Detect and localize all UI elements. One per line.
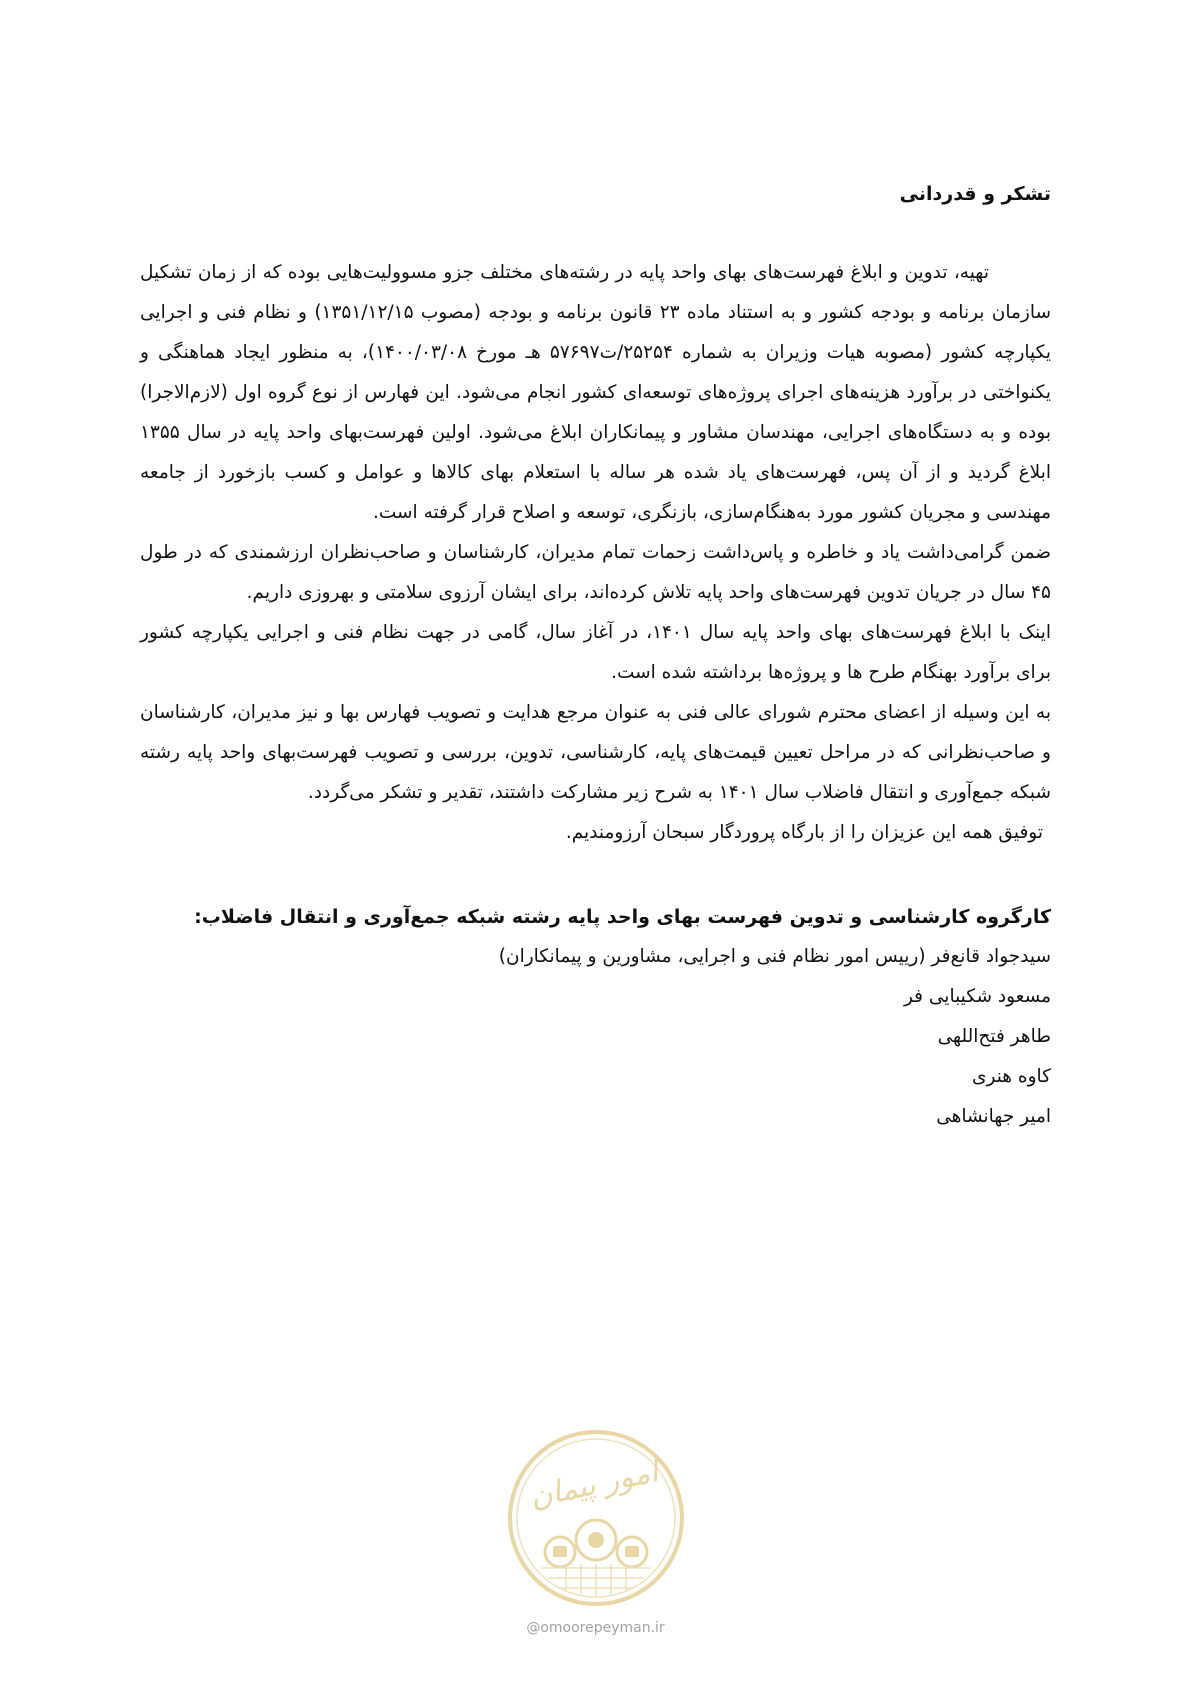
paragraph-intro: تهیه، تدوین و ابلاغ فهرست‌های بهای واحد پایه در رشته‌های مختلف جزو مسوولیت‌هایی بوده که از زمان تشکیل سازمان برنامه و بودجه کشور و به استناد ماده ۲۳ قانون برنامه و بودجه (مصوب ۱۳۵۱/۱۲/۱۵) و نظام فنی و اجرایی یکپارچه کشور (مصوبه هیات وزیران به شماره ۲۵۲۵۴/ت۵۷۶۹۷ هـ مورخ ۱۴۰۰/۰۳/۰۸)، به منظور ایجاد هماهنگی و یکنواختی در برآورد هزینه‌های اجرای پروژه‌های توسعه‌ای کشور انجام می‌شود. این فهارس از نوع گروه اول (لازم‌الاجرا) بوده و به دستگاه‌های اجرایی، مهندسان مشاور و پیمانکاران ابلاغ می‌شود. اولین فهرست‌بهای واحد پایه در سال ۱۳۵۵ ابلاغ گردید و از آن پس، فهرست‌های یاد شده هر ساله با استعلام بهای کالاها و عوامل و کسب بازخورد از جامعه مهندسی و مجریان کشور مورد به‌هنگام‌سازی، بازنگری، توسعه و اصلاح قرار گرفته است. <box>140 261 1051 523</box>
paragraph-tribute: ضمن گرامی‌داشت یاد و خاطره و پاس‌داشت زحمات تمام مدیران، کارشناسان و صاحب‌نظران ارزشمندی که در طول ۴۵ سال در جریان تدوین فهرست‌های واحد پایه تلاش کرده‌اند، برای ایشان آرزوی سلامتی و بهروزی داریم. <box>140 541 1051 603</box>
page-title: تشکر و قدردانی <box>899 183 1051 205</box>
member-item: طاهر فتح‌اللهی <box>937 1025 1051 1047</box>
svg-text:امور پیمان: امور پیمان <box>526 1454 662 1516</box>
member-item: امیر جهانشاهی <box>936 1105 1051 1127</box>
omoor-peyman-logo-icon <box>506 1428 686 1608</box>
member-item: سیدجواد قانع‌فر (رییس امور نظام فنی و اجرایی، مشاورین و پیمانکاران) <box>498 945 1051 967</box>
working-group-title: کارگروه کارشناسی و تدوین فهرست بهای واحد پایه رشته شبکه جمع‌آوری و انتقال فاضلاب: <box>194 905 1051 928</box>
document-body <box>140 180 1051 1137</box>
closing-line: توفیق همه این عزیزان را از بارگاه پروردگار سبحان آرزومندیم. <box>565 821 1043 843</box>
member-item: مسعود شکیبایی فر <box>903 985 1051 1007</box>
member-item: کاوه هنری <box>972 1065 1051 1087</box>
paragraph-announcement: اینک با ابلاغ فهرست‌های بهای واحد پایه سال ۱۴۰۱، در آغاز سال، گامی در جهت نظام فنی و اجرایی یکپارچه کشور برای برآورد بهنگام طرح ها و پروژه‌ها برداشته شده است. <box>140 621 1051 683</box>
working-group-members <box>140 937 1051 1137</box>
paragraph-thanks: به این وسیله از اعضای محترم شورای عالی فنی به عنوان مرجع هدایت و تصویب فهارس بها و نیز مدیران، کارشناسان و صاحب‌نظرانی که در مراحل تعیین قیمت‌های پایه، کارشناسی، تدوین، بررسی و تصویب فهرست‌بهای واحد پایه رشته شبکه جمع‌آوری و انتقال فاضلاب سال ۱۴۰۱ به شرح زیر مشارکت داشتند، تقدیر و تشکر می‌گردد. <box>140 701 1051 803</box>
watermark-website: @omoorepeyman.ir <box>526 1620 665 1636</box>
